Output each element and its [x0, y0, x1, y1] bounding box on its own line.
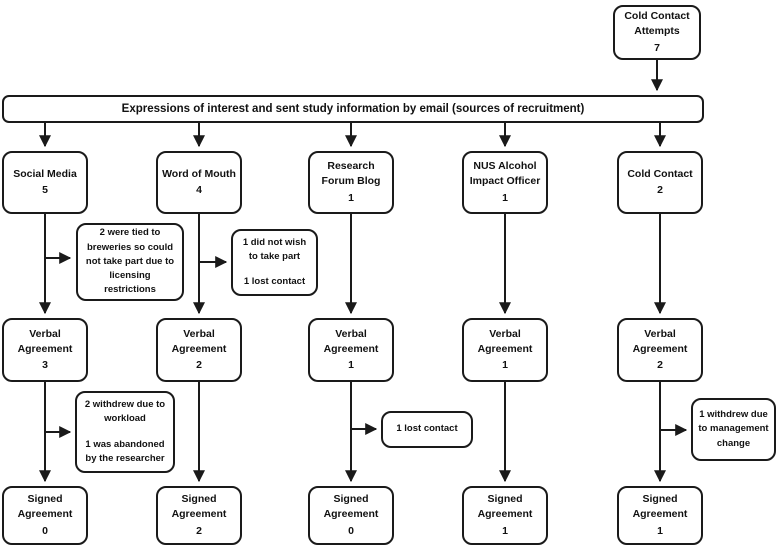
source-box-word-of-mouth	[156, 151, 242, 214]
note-word-of-mouth-source	[231, 229, 318, 296]
note-cold-contact-verbal	[691, 398, 776, 461]
note-research-forum-verbal	[381, 411, 473, 448]
note-social-media-verbal	[75, 391, 175, 473]
source-title: Research Forum Blog	[321, 160, 381, 188]
note-text: 2 were tied to breweries so could not take part due to licensing restrictions	[85, 227, 175, 296]
source-count: 1	[502, 191, 508, 204]
verbal-count: 2	[196, 359, 202, 372]
note-text: 2 withdrew due to workload	[84, 399, 166, 425]
signed-title: Signed Agreement	[17, 493, 73, 521]
note-text: 1 was abandoned by the researcher	[85, 438, 165, 464]
source-count: 5	[42, 184, 48, 196]
verbal-title: Verbal Agreement	[17, 327, 73, 355]
cold-contact-attempts-box	[613, 5, 701, 60]
verbal-title: Verbal Agreement	[171, 327, 227, 355]
cold-contact-attempts-count: 7	[654, 41, 660, 54]
source-count: 1	[348, 191, 354, 204]
note-text: 1 did not wish to take part	[242, 236, 307, 262]
signed-title: Signed Agreement	[632, 493, 688, 521]
source-title: Cold Contact	[627, 167, 693, 180]
source-count: 2	[657, 184, 663, 196]
verbal-title: Verbal Agreement	[632, 327, 688, 355]
source-count: 4	[196, 184, 202, 196]
signed-agreement-box-research-forum	[308, 486, 394, 545]
signed-agreement-box-word-of-mouth	[156, 486, 242, 545]
source-box-nus-alcohol-impact-officer	[462, 151, 548, 214]
verbal-agreement-box-research-forum	[308, 318, 394, 382]
signed-title: Signed Agreement	[323, 493, 379, 521]
verbal-count: 1	[502, 359, 508, 372]
cold-contact-attempts-title: Cold Contact Attempts	[624, 10, 690, 38]
source-title: Social Media	[13, 167, 77, 180]
source-title: NUS Alcohol Impact Officer	[469, 160, 541, 188]
signed-agreement-box-nus-officer	[462, 486, 548, 545]
verbal-agreement-box-word-of-mouth	[156, 318, 242, 382]
signed-agreement-box-cold-contact	[617, 486, 703, 545]
verbal-title: Verbal Agreement	[323, 327, 379, 355]
source-box-research-forum-blog	[308, 151, 394, 214]
note-text: 1 lost contact	[243, 276, 306, 288]
verbal-count: 1	[348, 359, 354, 372]
source-box-cold-contact	[617, 151, 703, 214]
signed-count: 0	[348, 524, 354, 537]
verbal-agreement-box-social-media	[2, 318, 88, 382]
signed-count: 1	[502, 524, 508, 537]
note-text: 1 withdrew due to management change	[698, 409, 769, 449]
expressions-of-interest-box	[2, 95, 704, 123]
verbal-agreement-box-cold-contact	[617, 318, 703, 382]
signed-count: 1	[657, 524, 663, 537]
note-text: 1 lost contact	[396, 423, 458, 435]
verbal-agreement-box-nus-officer	[462, 318, 548, 382]
verbal-title: Verbal Agreement	[477, 327, 533, 355]
signed-count: 0	[42, 524, 48, 537]
signed-count: 2	[196, 524, 202, 537]
verbal-count: 2	[657, 359, 663, 372]
note-social-media-source	[76, 223, 184, 301]
signed-title: Signed Agreement	[477, 493, 533, 521]
expressions-of-interest-label: Expressions of interest and sent study information by email (sources of recruitment)	[121, 103, 585, 115]
signed-title: Signed Agreement	[171, 493, 227, 521]
source-title: Word of Mouth	[162, 167, 236, 180]
signed-agreement-box-social-media	[2, 486, 88, 545]
source-box-social-media	[2, 151, 88, 214]
verbal-count: 3	[42, 359, 48, 372]
